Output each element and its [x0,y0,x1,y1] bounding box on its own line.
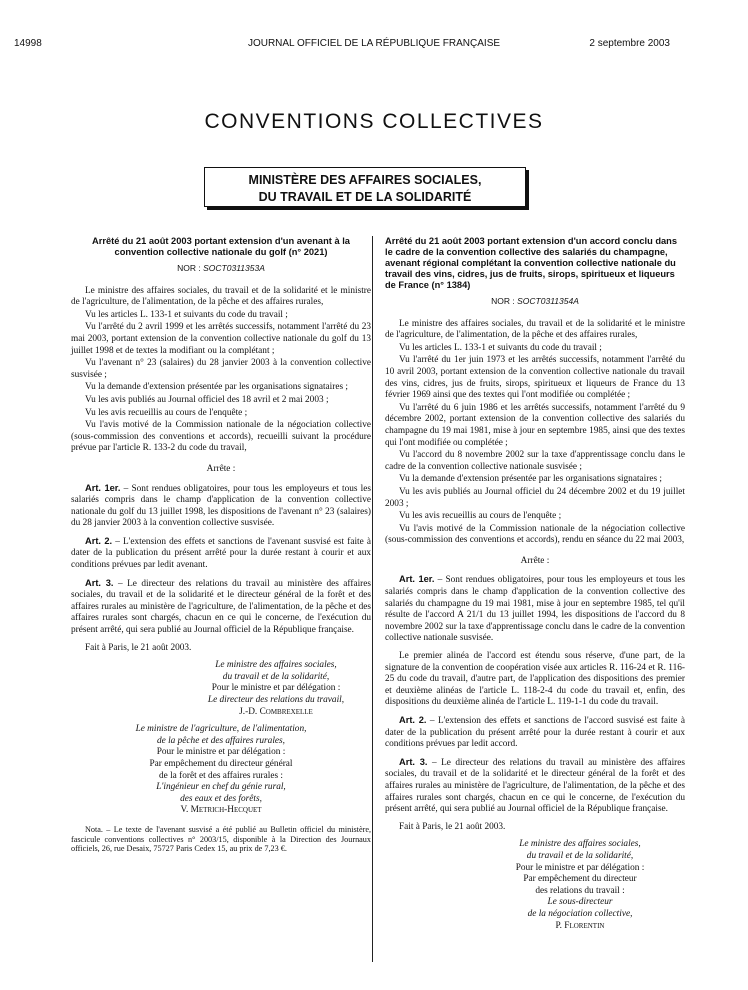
signature-line: des eaux et des forêts, [180,793,262,804]
visa: Vu les avis publiés au Journal officiel du 24 décembre 2002 et du 19 juillet 2003 ; [385,486,685,509]
article-text: – Le directeur des relations du travail au ministère des affaires sociales, du travail et de la solidarité et le directeur général de la forêt et des affaires rurales au ministère de l'agriculture, de l'alimentation, de la pêche et des affaires rurales sont chargés, chacun en ce qui le concerne, de l'exécution du présent arrêté, qui sera publié au Journal officiel de la République française. [71,578,371,636]
visa: Vu les avis publiés au Journal officiel des 18 avril et 2 mai 2003 ; [85,394,329,405]
signature-line: Par empêchement du directeur général [149,758,293,769]
signatory-name: P. Florentin [555,920,605,931]
signature-line: Le directeur des relations du travail, [207,695,345,705]
visa: Vu l'arrêté du 6 juin 1986 et les arrêtés successifs, notamment l'arrêté du 9 décembre 2002, portant extension de la convention collective des salariés du champagne du 19 mai 1981, mise à jour en septembre 1985, ainsi que des textes qui l'ont modifiée ou complétée ; [385,402,685,448]
visa: Vu les articles L. 133-1 et suivants du code du travail ; [399,342,602,353]
right-column [385,236,685,932]
signature-line: de la négociation collective, [527,908,633,919]
visa: Vu l'avis motivé de la Commission nationale de la négociation collective (sous-commission des conventions et accords), recueilli suivant la procédure prévue par l'article R. 133-2 du code du travail, [71,420,371,454]
article-text: – Sont rendues obligatoires, pour tous les employeurs et tous les salariés compris dans le champ d'application de la convention collective des salariés du champagne du 19 mai 1981, mise à jour en septembre 1985, tel qu'il résulte de l'accord A 21/1 du 13 juillet 1994, les dispositions de l'accord du 8 novembre 2002 sur la taxe d'apprentissage conclu dans le cadre de la convention collective nationale susvisée. [385,575,686,644]
column-divider [372,236,373,962]
preamble: Le ministre des affaires sociales, du travail et de la solidarité et le ministre de l'agriculture, de l'alimentation, de la pêche et des affaires rurales, [385,318,685,341]
preamble: Le ministre des affaires sociales, du travail et de la solidarité et le ministre de l'agriculture, de l'alimentation, de la pêche et des affaires rurales, [71,285,371,308]
visa: Vu la demande d'extension présentée par les organisations signataires ; [399,474,662,485]
article-label: Art. 3. [399,756,428,767]
article-1-paragraph-2: Le premier alinéa de l'accord est étendu sous réserve, d'une part, de la signature de la convention de coopération visée aux articles R. 116-24 et R. 116-25 du code du travail, d'autre part, de l'application des dispositions des premier et deuxième alinéas de l'article L. 118-2-4 du code du travail et, enfin, des dispositions du deuxième alinéa de l'article L. 119-1-1 du code du travail. [385,651,685,708]
article-text: – Le directeur des relations du travail au ministère des affaires sociales, du travail et de la solidarité et le directeur général de la forêt et des affaires rurales au ministère de l'agriculture, de l'alimentation, de la pêche et des affaires rurales sont chargés, chacun en ce qui le concerne, de l'exécution du présent arrêté, qui sera publié au Journal officiel de la République française. [385,757,685,815]
nor-reference [385,296,685,308]
page-header [0,38,748,52]
nor-label: NOR : [491,296,515,306]
decree-title: Arrêté du 21 août 2003 portant extension d'un avenant à la convention collective nationale du golf (n° 2021) [92,236,350,257]
section-title: CONVENTIONS COLLECTIVES [204,110,544,133]
visa: Vu les avis recueillis au cours de l'enquête ; [85,407,248,418]
arrete-heading: Arrête : [206,463,236,474]
ministry-line-1: MINISTÈRE DES AFFAIRES SOCIALES, [248,173,482,187]
footnote: Nota. – Le texte de l'avenant susvisé a été publié au Bulletin officiel du ministère, fascicule conventions collectives n° 2003/15, disponible à la Direction des Journaux officiels, 26, rue Desaix, 75727 Paris Cedex 15, au prix de 7,23 €. [71,824,371,854]
article-label: Art. 2. [399,715,427,725]
visa: Vu l'arrêté du 1er juin 1973 et les arrêtés successifs, notamment l'arrêté du 10 avril 2003, portant extension de la convention collective nationale du travail des vins, cidres, jus de fruits, sirops, spiritueux et liqueurs de France du 13 février 1969 ainsi que des textes qui l'ont modifiée ou complétée ; [385,355,685,401]
visa: Vu les articles L. 133-1 et suivants du code du travail ; [85,309,288,320]
ministry-box [204,167,526,207]
signature-block [181,660,371,718]
page-number: 14998 [14,38,42,49]
nor-reference [71,263,371,275]
article-2 [385,715,685,751]
signature-line: L'ingénieur en chef du génie rural, [156,782,286,793]
visa: Vu l'accord du 8 novembre 2002 sur la taxe d'apprentissage conclu dans le cadre de la convention collective nationale susvisée ; [385,450,685,472]
article-label: Art. 2. [85,535,113,546]
signature-line: Par empêchement du directeur [523,874,637,885]
journal-title: JOURNAL OFFICIEL DE LA RÉPUBLIQUE FRANÇAISE [247,38,501,49]
decree-title: Arrêté du 21 août 2003 portant extension d'un accord conclu dans le cadre de la convention collective des salariés du champagne, avenant régional complétant la convention collective nationale du travail des vins, cidres, jus de fruits, sirops, spiritueux et liqueurs de France (n° 1384) [385,236,678,290]
nor-code: SOCT0311353A [203,263,265,273]
signature-place-date: Fait à Paris, le 21 août 2003. [85,642,192,653]
signature-line: des relations du travail : [535,885,625,896]
visa: Vu l'avenant n° 23 (salaires) du 28 janvier 2003 à la convention collective susvisée ; [71,358,371,380]
nor-code: SOCT0311354A [517,296,579,306]
signatory-name: V. Metrich-Hecquet [180,805,262,816]
signature-line: de la forêt et des affaires rurales : [159,770,283,781]
signature-line: Pour le ministre et par délégation : [156,747,286,758]
signature-line: Le ministre de l'agriculture, de l'alimentation, [135,724,307,735]
article-3 [71,578,371,637]
article-3 [385,757,685,816]
article-text: – Sont rendues obligatoires, pour tous les employeurs et tous les salariés compris dans le champ d'application de la convention collective nationale du golf du 13 juillet 1998, les dispositions de l'avenant n° 23 (salaires) du 28 janvier 2003 à la convention collective susvisée. [71,483,372,529]
signature-block [475,839,685,932]
article-2 [71,536,371,572]
article-text: – L'extension des effets et sanctions de l'avenant susvisé est faite à dater de la publication du présent arrêté pour la durée restant à courir et aux conditions prévues par ledit avenant. [71,536,371,571]
left-column [71,236,371,855]
signature-line: du travail et de la solidarité, [526,850,634,861]
signatory-name: J.-D. Combrexelle [239,706,313,717]
signature-line: Pour le ministre et par délégation : [515,862,645,873]
signature-place-date: Fait à Paris, le 21 août 2003. [399,821,506,832]
signature-line: de la pêche et des affaires rurales, [157,735,285,746]
signature-line: Le sous-directeur [547,897,613,908]
article-label: Art. 3. [85,577,114,588]
arrete-heading: Arrête : [520,555,550,566]
signature-block [71,724,371,817]
article-1 [71,483,371,530]
visa: Vu les avis recueillis au cours de l'enquête ; [399,511,562,522]
publication-date: 2 septembre 2003 [589,38,670,49]
signature-line: Le ministre des affaires sociales, [215,660,337,671]
signature-line: Pour le ministre et par délégation : [211,683,341,694]
article-label: Art. 1er. [399,574,435,585]
ministry-line-2: DU TRAVAIL ET DE LA SOLIDARITÉ [258,190,472,204]
visa: Vu la demande d'extension présentée par les organisations signataires ; [85,382,348,393]
article-label: Art. 1er. [85,482,121,493]
signature-line: du travail et de la solidarité, [222,671,330,682]
visa: Vu l'avis motivé de la Commission nationale de la négociation collective (sous-commission des conventions et accords), rendu en séance du 22 mai 2003, [385,523,685,546]
visa: Vu l'arrêté du 2 avril 1999 et les arrêtés successifs, notamment l'arrêté du 23 mai 2003, portant extension de la convention collective nationale du golf du 13 juillet 1998 et de textes la modifiant ou la complétant ; [71,322,371,356]
article-text: – L'extension des effets et sanctions de l'accord susvisé est faite à dater de la publication du présent arrêté pour la durée restant à courir et aux conditions prévues par ledit accord. [385,716,685,750]
signature-line: Le ministre des affaires sociales, [519,839,641,850]
nor-label: NOR : [177,263,201,273]
article-1 [385,574,685,645]
